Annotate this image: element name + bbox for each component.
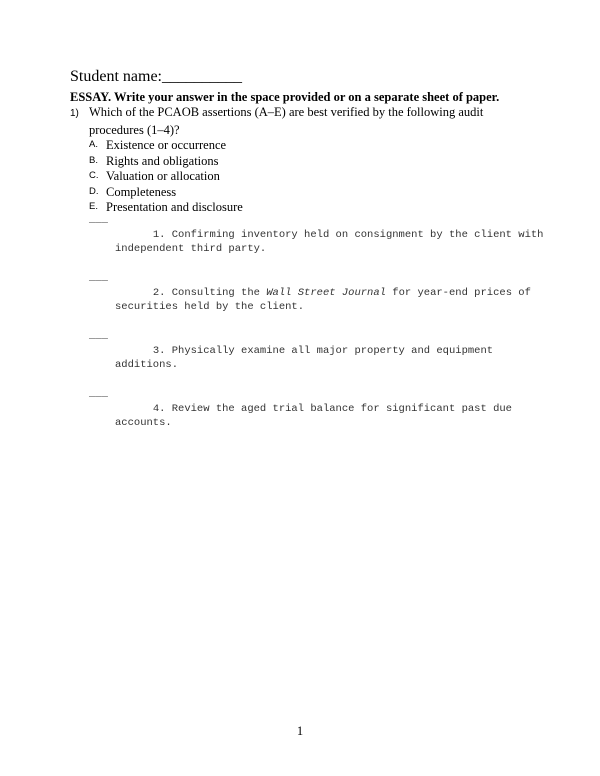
option-d [89, 184, 243, 200]
question-number: 1) [70, 108, 79, 119]
answer-blank[interactable]: ___ [89, 388, 108, 400]
option-letter: A. [89, 139, 98, 150]
option-text: Valuation or allocation [106, 169, 220, 183]
procedure-item [89, 271, 555, 329]
option-c [89, 168, 243, 184]
procedure-item [89, 329, 555, 387]
option-letter: C. [89, 170, 99, 181]
procedure-text [115, 287, 537, 314]
option-text: Rights and obligations [106, 153, 219, 168]
question-text: Which of the PCAOB assertions (A–E) are best verified by the following audit procedures (1–4)? [89, 105, 484, 137]
option-text: Completeness [106, 184, 177, 199]
procedure-text-pre: 2. Consulting the [152, 286, 267, 299]
procedure-text: 3. Physically examine all major property and equipment additions. [115, 344, 500, 371]
page-number: 1 [296, 724, 304, 738]
procedure-text: 4. Review the aged trial balance for significant past due accounts. [115, 402, 519, 429]
student-name-line: Student name:__________ [70, 68, 242, 85]
procedure-item [89, 213, 555, 271]
option-letter: B. [89, 154, 98, 166]
option-text: Presentation and disclosure [106, 200, 243, 214]
procedure-item [89, 387, 555, 445]
assertion-options-list [89, 137, 243, 215]
procedure-text: 1. Confirming inventory held on consignment by the client with independent third party. [115, 228, 550, 255]
procedure-text-post: for year-end prices of securities held by the client. [115, 286, 538, 313]
option-letter: D. [89, 185, 99, 197]
audit-procedures-list [89, 213, 555, 445]
option-b [89, 153, 243, 169]
essay-instructions: ESSAY. Write your answer in the space provided or on a separate sheet of paper. [70, 90, 500, 104]
answer-blank[interactable]: ___ [89, 330, 108, 342]
option-text: Existence or occurrence [106, 138, 227, 152]
answer-blank[interactable]: ___ [89, 214, 108, 226]
answer-blank[interactable]: ___ [89, 272, 108, 284]
option-letter: E. [89, 201, 98, 212]
option-a [89, 137, 243, 153]
publication-title: Wall Street Journal [266, 286, 386, 299]
